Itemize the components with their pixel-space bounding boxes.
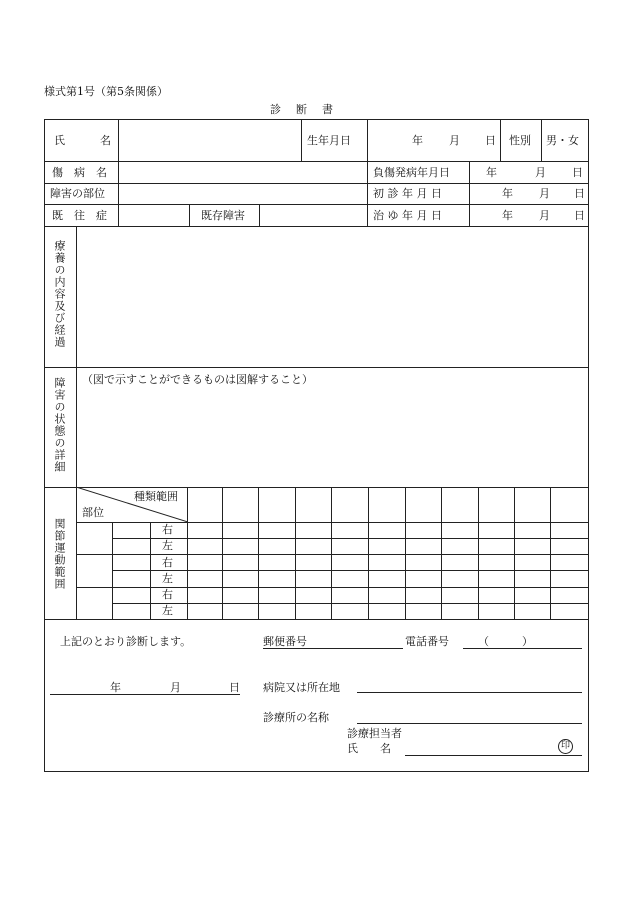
first-visit-month-unit: 月 <box>539 187 550 200</box>
onset-date-label: 負傷発病年月日 <box>373 166 450 179</box>
disability-detail-label: 障害の状態の詳細 <box>53 377 66 473</box>
cure-month-unit: 月 <box>539 209 550 222</box>
date-field[interactable] <box>50 694 240 695</box>
birth-month-unit: 月 <box>449 134 460 147</box>
existing-disability-label: 既存障害 <box>201 209 245 222</box>
rom-header-site: 部位 <box>82 506 104 519</box>
date-year-unit: 年 <box>110 681 121 694</box>
birth-year-unit: 年 <box>412 134 423 147</box>
birth-day-unit: 日 <box>485 134 496 147</box>
phone-label: 電話番号 <box>405 635 449 648</box>
doctor-label: 診療担当者 <box>347 727 402 740</box>
rom-header-type: 種類範囲 <box>134 490 178 503</box>
treatment-label: 療養の内容及び経過 <box>53 240 66 348</box>
date-day-unit: 日 <box>229 681 240 694</box>
injury-name-label: 傷 病 名 <box>52 166 107 179</box>
phone-area-code[interactable]: （ ） <box>478 635 533 648</box>
onset-month-unit: 月 <box>535 166 546 179</box>
doctor-name-label: 氏 名 <box>347 742 391 755</box>
clinic-name-field[interactable] <box>357 723 582 724</box>
rom-side-label: 左 <box>162 604 173 617</box>
rom-side-label: 左 <box>162 539 173 552</box>
date-month-unit: 月 <box>170 681 181 694</box>
cure-year-unit: 年 <box>502 209 513 222</box>
form-number-label: 様式第1号（第5条関係） <box>44 85 168 98</box>
name-label-2: 名 <box>100 134 111 147</box>
first-visit-year-unit: 年 <box>502 187 513 200</box>
name-label-1: 氏 <box>54 134 65 147</box>
disability-site-field[interactable] <box>120 185 365 203</box>
onset-year-unit: 年 <box>486 166 497 179</box>
postal-code-field[interactable] <box>312 632 402 648</box>
rom-side-label: 右 <box>162 588 173 601</box>
rom-label: 関節運動範囲 <box>53 518 66 590</box>
clinic-name-label: 診療所の名称 <box>263 711 329 724</box>
rom-side-label: 左 <box>162 572 173 585</box>
past-history-field[interactable] <box>120 206 187 224</box>
first-visit-label: 初 診 年 月 日 <box>373 187 442 200</box>
onset-day-unit: 日 <box>572 166 583 179</box>
birthdate-label: 生年月日 <box>307 134 351 147</box>
injury-name-field[interactable] <box>120 163 365 181</box>
cure-date-label: 治 ゆ 年 月 日 <box>373 209 442 222</box>
hospital-address-label: 病院又は所在地 <box>263 681 340 694</box>
disability-detail-field[interactable] <box>78 390 586 485</box>
document-title: 診 断 書 <box>270 103 335 116</box>
doctor-name-field[interactable] <box>405 755 582 756</box>
rom-side-label: 右 <box>162 523 173 536</box>
cure-day-unit: 日 <box>574 209 585 222</box>
name-field[interactable] <box>120 122 299 160</box>
existing-disability-field[interactable] <box>261 206 365 224</box>
hospital-address-field[interactable] <box>357 692 582 693</box>
rom-side-label: 右 <box>162 556 173 569</box>
seal-mark: 印 <box>558 739 573 754</box>
first-visit-day-unit: 日 <box>574 187 585 200</box>
past-history-label: 既 往 症 <box>52 209 107 222</box>
postal-code-label: 郵便番号 <box>263 635 307 648</box>
sex-label: 性別 <box>509 134 531 147</box>
treatment-field[interactable] <box>78 228 586 366</box>
disability-site-label: 障害の部位 <box>50 187 105 200</box>
disability-detail-note: （図で示すことができるものは図解すること） <box>82 373 313 386</box>
sex-options[interactable]: 男・女 <box>546 134 579 147</box>
diagnosis-statement: 上記のとおり診断します。 <box>60 635 192 648</box>
